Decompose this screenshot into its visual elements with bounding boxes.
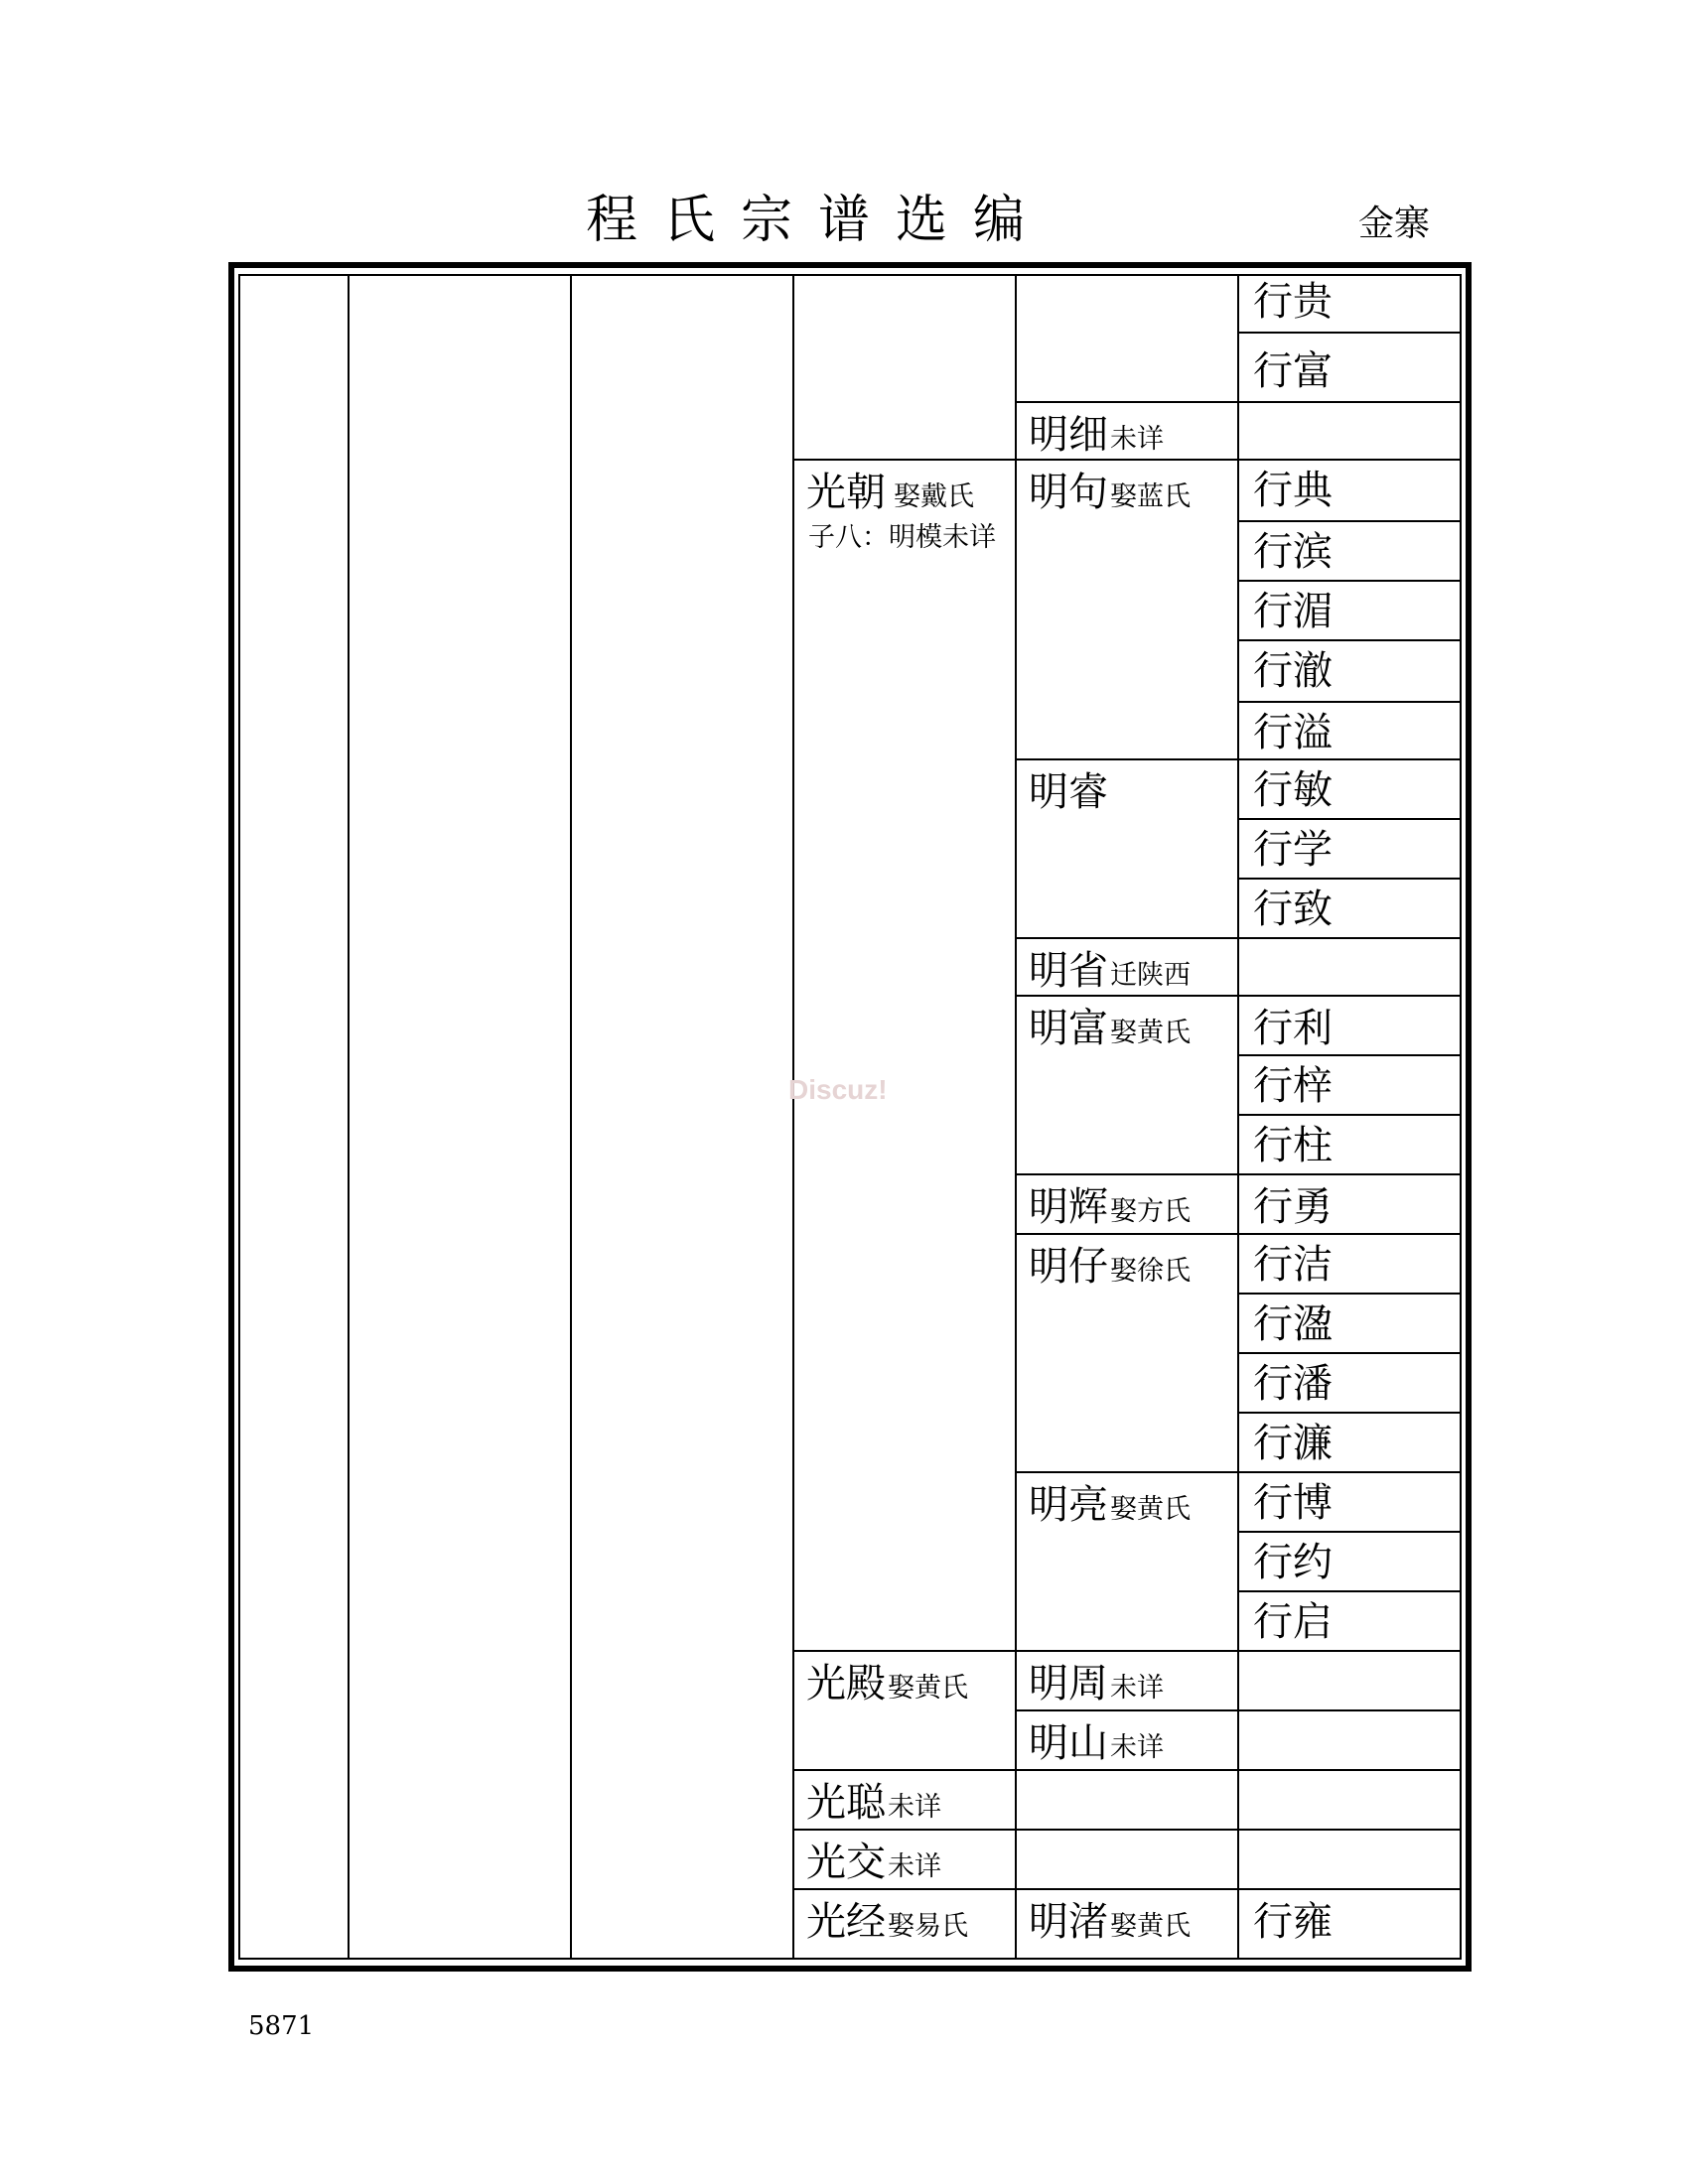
person-note: 娶黄氏 <box>1110 1911 1191 1942</box>
person-note: 娶易氏 <box>888 1911 968 1942</box>
column-divider <box>792 274 794 1960</box>
col6-entry: 行柱 <box>1253 1123 1333 1168</box>
row-divider <box>792 1769 1462 1771</box>
row-divider <box>1015 1233 1462 1235</box>
person-name: 明山 <box>1029 1720 1108 1766</box>
col6-entry: 行勇 <box>1253 1184 1333 1230</box>
person-name: 光交 <box>806 1840 886 1885</box>
row-divider <box>792 459 1462 461</box>
col4-entry <box>806 1840 941 1885</box>
col4-entry <box>806 1661 968 1706</box>
col5-entry <box>1029 1720 1164 1766</box>
person-note: 娶黄氏 <box>1110 1018 1191 1048</box>
col5-entry <box>1029 1244 1191 1290</box>
col6-entry: 行启 <box>1253 1599 1333 1645</box>
row-divider <box>1237 1293 1462 1295</box>
person-note: 娶黄氏 <box>888 1673 968 1704</box>
col5-entry <box>1029 1184 1191 1230</box>
col4-entry <box>806 1780 941 1826</box>
person-note: 娶黄氏 <box>1110 1494 1191 1525</box>
row-divider <box>792 1650 1462 1652</box>
col6-entry: 行滨 <box>1253 529 1333 575</box>
person-note: 未详 <box>888 1792 941 1823</box>
person-name: 光聪 <box>806 1780 886 1826</box>
col5-entry <box>1029 1899 1191 1945</box>
col6-entry: 行贵 <box>1253 279 1333 325</box>
col5-entry <box>1029 1006 1191 1051</box>
col5-entry <box>1029 1661 1164 1706</box>
col5-entry <box>1029 1482 1191 1528</box>
col6-entry: 行雍 <box>1253 1899 1333 1945</box>
row-divider <box>1237 1412 1462 1414</box>
col5-entry <box>1029 769 1108 815</box>
col6-entry: 行约 <box>1253 1540 1333 1585</box>
col6-entry: 行致 <box>1253 887 1333 932</box>
person-name: 光殿 <box>806 1661 886 1706</box>
person-name: 明渚 <box>1029 1899 1108 1945</box>
person-note: 未详 <box>1110 1673 1164 1704</box>
person-note: 娶方氏 <box>1110 1196 1191 1227</box>
page-number: 5871 <box>248 2011 315 2041</box>
row-divider <box>1015 401 1462 403</box>
col6-entry: 行澈 <box>1253 648 1333 694</box>
col6-entry: 行溋 <box>1253 1301 1333 1347</box>
person-name: 明细 <box>1029 412 1108 458</box>
person-note: 未详 <box>1110 1732 1164 1763</box>
col6-entry: 行潘 <box>1253 1361 1333 1407</box>
row-divider <box>1237 1352 1462 1354</box>
person-name: 明富 <box>1029 1006 1108 1051</box>
row-divider <box>1237 818 1462 820</box>
col4-entry <box>806 470 974 515</box>
row-divider <box>1237 1054 1462 1056</box>
page-title: 程氏宗谱选编 <box>586 191 1052 250</box>
person-name: 光经 <box>806 1899 886 1945</box>
row-divider <box>1237 701 1462 703</box>
row-divider <box>1015 937 1462 939</box>
person-name: 明睿 <box>1029 769 1108 815</box>
row-divider <box>1237 639 1462 641</box>
row-divider <box>792 1888 1462 1890</box>
watermark-text: Discuz! <box>788 1074 888 1105</box>
row-divider <box>1237 878 1462 880</box>
row-divider <box>1015 758 1462 760</box>
column-divider <box>1237 274 1239 1960</box>
person-note: 娶徐氏 <box>1110 1256 1191 1287</box>
row-divider <box>1237 580 1462 582</box>
col6-entry: 行溢 <box>1253 710 1333 755</box>
row-divider <box>1237 520 1462 522</box>
branch-label: 金寨 <box>1358 204 1431 244</box>
person-name: 明仔 <box>1029 1244 1108 1290</box>
col6-entry: 行典 <box>1253 468 1333 513</box>
col6-entry: 行湄 <box>1253 589 1333 634</box>
row-divider <box>1015 995 1462 997</box>
column-divider <box>570 274 572 1960</box>
row-divider <box>1237 1590 1462 1592</box>
person-name: 明周 <box>1029 1661 1108 1706</box>
person-note: 未详 <box>888 1851 941 1882</box>
col6-entry: 行洁 <box>1253 1242 1333 1288</box>
person-name: 明亮 <box>1029 1482 1108 1528</box>
col6-entry: 行学 <box>1253 827 1333 873</box>
col6-entry: 行敏 <box>1253 767 1333 813</box>
col6-entry: 行富 <box>1253 348 1333 394</box>
col6-entry: 行梓 <box>1253 1063 1333 1109</box>
person-name: 明辉 <box>1029 1184 1108 1230</box>
person-name: 明句 <box>1029 470 1108 515</box>
row-divider <box>1237 1114 1462 1116</box>
person-name: 明省 <box>1029 948 1108 994</box>
person-note: 迁陕西 <box>1110 960 1191 991</box>
row-divider <box>1237 1531 1462 1533</box>
row-divider <box>792 1829 1462 1831</box>
person-note: 娶蓝氏 <box>1110 481 1191 512</box>
row-divider <box>1015 1709 1462 1711</box>
person-name: 光朝 <box>806 470 886 515</box>
person-note: 娶戴氏 <box>894 481 974 512</box>
row-divider <box>1237 332 1462 334</box>
column-divider <box>1015 274 1017 1960</box>
row-divider <box>1015 1173 1462 1175</box>
person-note: 未详 <box>1110 424 1164 455</box>
col6-entry: 行利 <box>1253 1006 1333 1051</box>
col6-entry: 行濂 <box>1253 1421 1333 1466</box>
col5-entry <box>1029 412 1164 458</box>
col5-entry <box>1029 470 1191 515</box>
col6-entry: 行博 <box>1253 1480 1333 1526</box>
row-divider <box>1015 1471 1462 1473</box>
children-note: 子八：明模未详 <box>808 522 996 553</box>
col5-entry <box>1029 948 1191 994</box>
col4-entry <box>806 1899 968 1945</box>
column-divider <box>348 274 350 1960</box>
